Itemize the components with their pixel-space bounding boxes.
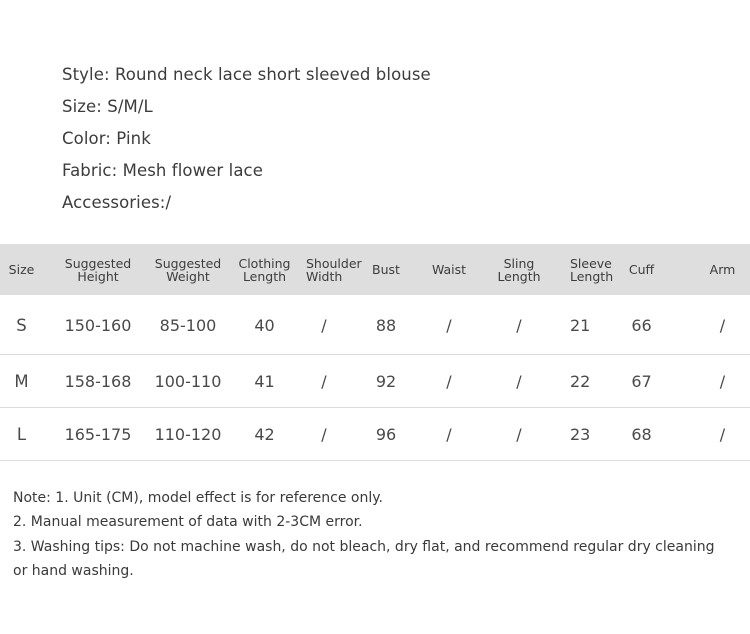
table-row (0, 295, 750, 355)
header-size: Size (0, 244, 43, 295)
spec-color: Color: Pink (62, 129, 151, 148)
spec-style: Style: Round neck lace short sleeved blouse (62, 65, 431, 84)
table-cell: 88 (342, 295, 430, 355)
table-cell: / (306, 355, 342, 408)
table-cell: / (468, 295, 570, 355)
table-cell: / (430, 408, 468, 461)
size-chart-table (0, 244, 750, 461)
table-cell: / (695, 408, 750, 461)
table-cell: 40 (223, 295, 306, 355)
table-cell: 110-120 (153, 408, 223, 461)
table-cell: 150-160 (43, 295, 153, 355)
table-cell: / (468, 355, 570, 408)
notes-section (13, 486, 733, 583)
table-cell: 92 (342, 355, 430, 408)
table-cell: / (468, 408, 570, 461)
header-cuff: Cuff (588, 244, 695, 295)
table-row (0, 355, 750, 408)
table-cell: 41 (223, 355, 306, 408)
header-waist: Waist (430, 244, 468, 295)
header-clothing-length: Clothing Length (223, 244, 306, 295)
spec-accessories: Accessories:/ (62, 193, 172, 212)
header-bust: Bust (342, 244, 430, 295)
table-cell: 96 (342, 408, 430, 461)
table-cell: / (430, 295, 468, 355)
table-row (0, 408, 750, 461)
note-measurement: 2. Manual measurement of data with 2-3CM error. (13, 514, 363, 531)
header-suggested-height: Suggested Height (43, 244, 153, 295)
header-arm: Arm (695, 244, 750, 295)
table-cell: 21 (570, 295, 588, 355)
table-cell: 85-100 (153, 295, 223, 355)
header-shoulder-width: Shoulder Width (306, 244, 342, 295)
table-cell: L (0, 408, 43, 461)
header-suggested-weight: Suggested Weight (153, 244, 223, 295)
table-cell: 67 (588, 355, 695, 408)
table-cell: M (0, 355, 43, 408)
table-cell: 22 (570, 355, 588, 408)
table-cell: 42 (223, 408, 306, 461)
note-unit: Note: 1. Unit (CM), model effect is for reference only. (13, 490, 383, 506)
header-sleeve-length: Sleeve Length (570, 244, 588, 295)
table-cell: 68 (588, 408, 695, 461)
table-cell: / (695, 355, 750, 408)
product-specs (62, 59, 431, 219)
table-cell: S (0, 295, 43, 355)
table-cell: / (695, 295, 750, 355)
table-cell: / (430, 355, 468, 408)
table-cell: / (306, 408, 342, 461)
table-cell: 165-175 (43, 408, 153, 461)
note-washing: 3. Washing tips: Do not machine wash, do not bleach, dry flat, and recommend regular dry cleaning or hand washing. (13, 538, 715, 579)
table-header-row (0, 244, 750, 295)
table-cell: 100-110 (153, 355, 223, 408)
table-cell: 66 (588, 295, 695, 355)
table-cell: 23 (570, 408, 588, 461)
table-cell: / (306, 295, 342, 355)
spec-size: Size: S/M/L (62, 97, 153, 116)
table-cell: 158-168 (43, 355, 153, 408)
header-sling-length: Sling Length (468, 244, 570, 295)
spec-fabric: Fabric: Mesh flower lace (62, 161, 263, 180)
